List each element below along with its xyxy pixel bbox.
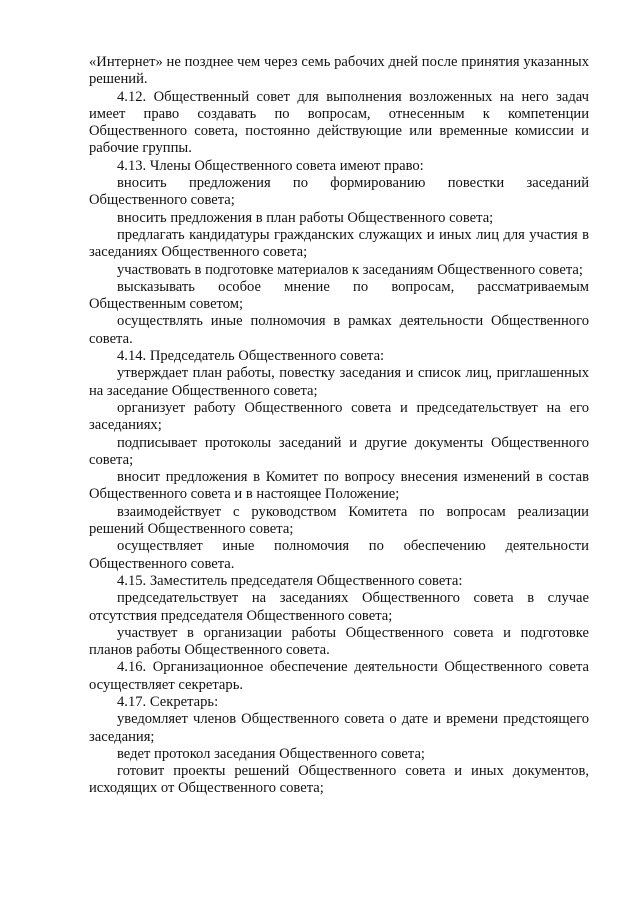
- list-item: подписывает протоколы заседаний и другие документы Общественного совета;: [89, 434, 589, 468]
- list-item: готовит проекты решений Общественного совета и иных документов, исходящих от Общественного совета;: [89, 763, 589, 797]
- list-item: уведомляет членов Общественного совета о дате и времени предстоящего заседания;: [89, 711, 589, 745]
- list-item: предлагать кандидатуры гражданских служащих и иных лиц для участия в заседаниях Общественного совета;: [89, 226, 589, 261]
- list-item: ведет протокол заседания Общественного совета;: [117, 745, 425, 762]
- list-item: участвовать в подготовке материалов к заседаниям Общественного совета;: [117, 261, 583, 278]
- paragraph-4-15: 4.15. Заместитель председателя Общественного совета:: [117, 572, 463, 589]
- paragraph-4-14: 4.14. Председатель Общественного совета:: [117, 348, 385, 365]
- list-item: осуществлять иные полномочия в рамках деятельности Общественного совета.: [89, 313, 589, 347]
- document-page: [89, 54, 589, 798]
- list-item: вносить предложения по формированию повестки заседаний Общественного совета;: [89, 175, 589, 209]
- list-item: организует работу Общественного совета и председательствует на его заседаниях;: [89, 399, 589, 434]
- list-item: высказывать особое мнение по вопросам, рассматриваемым Общественным советом;: [89, 278, 589, 313]
- list-item: председательствует на заседаниях Общественного совета в случае отсутствия председателя Общественного совета;: [89, 590, 589, 624]
- list-item: осуществляет иные полномочия по обеспечению деятельности Общественного совета.: [89, 538, 589, 572]
- paragraph-continuation: «Интернет» не позднее чем через семь рабочих дней после принятия указанных решений.: [89, 54, 589, 88]
- paragraph-4-12: 4.12. Общественный совет для выполнения возложенных на него задач имеет право создавать по вопросам, отнесенным к компетенции Общественного совета, постоянно действующие или временные комиссии и рабочие группы.: [89, 88, 589, 157]
- paragraph-4-13: 4.13. Члены Общественного совета имеют право:: [117, 157, 424, 174]
- list-item: вносить предложения в план работы Общественного совета;: [117, 209, 494, 226]
- list-item: утверждает план работы, повестку заседания и список лиц, приглашенных на заседание Общественного совета;: [89, 365, 589, 399]
- list-item: взаимодействует с руководством Комитета по вопросам реализации решений Общественного совета;: [89, 503, 589, 538]
- paragraph-4-17: 4.17. Секретарь:: [117, 693, 219, 710]
- list-item: вносит предложения в Комитет по вопросу внесения изменений в состав Общественного совета и в настоящее Положение;: [89, 469, 589, 503]
- paragraph-4-16: 4.16. Организационное обеспечение деятельности Общественного совета осуществляет секретарь.: [89, 659, 589, 693]
- list-item: участвует в организации работы Общественного совета и подготовке планов работы Общественного совета.: [89, 624, 589, 659]
